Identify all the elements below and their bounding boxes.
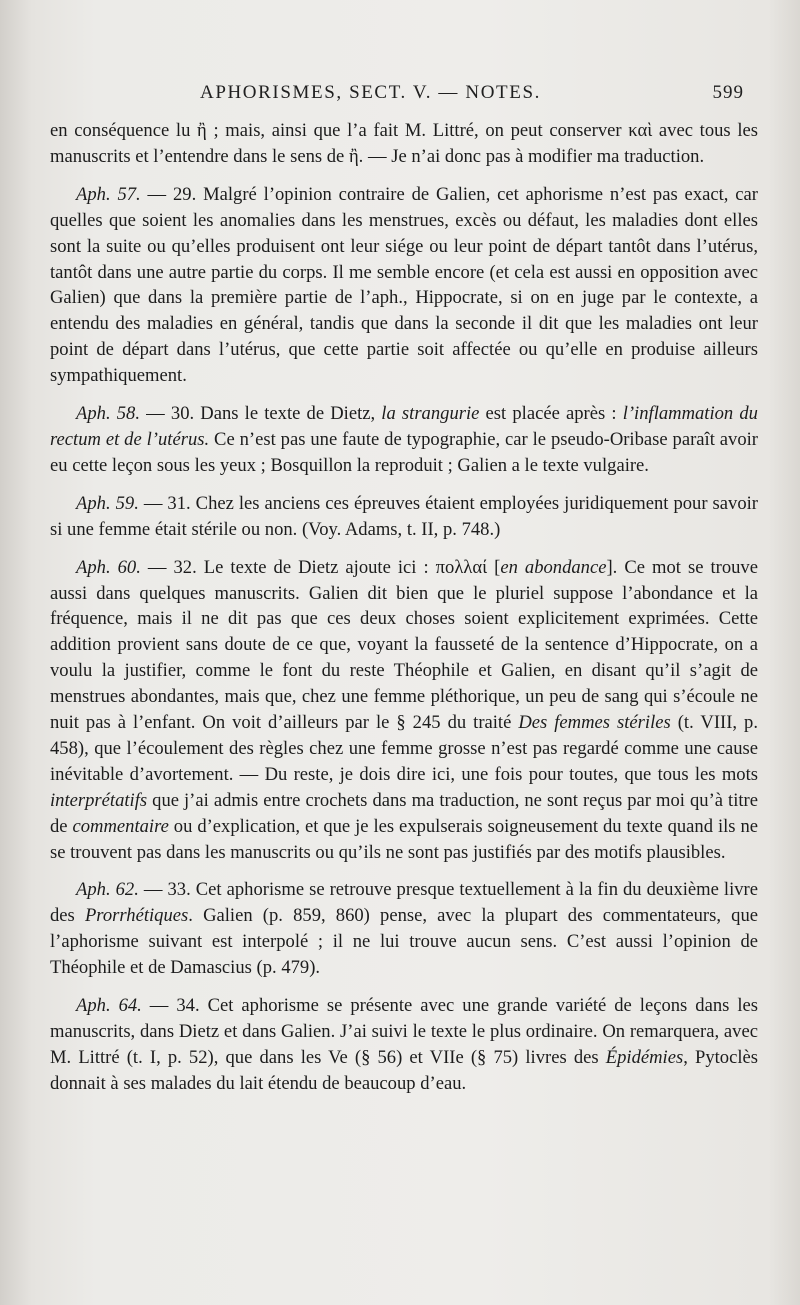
note-text: ]. Ce mot se trouve aussi dans quelques manuscrits. Galien dit bien que le pluriel suppose l’abondance et la fréquence, mais il ne dit pas que ces deux choses soient explicitement exprimées. Cette addition provient sans doute de ce que, voyant la fausseté de la sentence d’Hippocrate, on a voulu la justifier, comme le font du reste Théophile et Galien, en disant qu’il s’agit de menstrues abondantes, mais que, chez une femme pléthorique, un peu de sang qui s’écoule ne nuit pas à l’enfant. On voit d’ailleurs par le § 245 du traité — [50, 556, 758, 734]
note-paragraph — [50, 491, 758, 543]
aphorism-reference: Aph. 59. — [76, 492, 139, 514]
aphorism-reference: Aph. 60. — [76, 556, 141, 578]
note-text: est placée après : — [479, 403, 623, 425]
note-text: — 29. Malgré l’opinion contraire de Galien, cet aphorisme n’est pas exact, car quelles que soient les anomalies dans les menstrues, excès ou défaut, les maladies dont elles sont la suite ou qu’elles produisent ont leur siége ou leur point de départ tantôt dans l’utérus, tantôt dans une autre partie du corps. Il me semble encore (et cela est aussi en opposition avec Galien) que dans la première partie de l’aph., Hippocrate, si on en juge par le contexte, a entendu des maladies en général, tandis que dans la seconde il dit que les maladies ont leur point de départ dans l’utérus, que cette partie soit affectée ou qu’elle en produise ailleurs sympathiquement. — [50, 183, 758, 387]
continued-note-paragraph — [50, 118, 758, 170]
note-text: Ce n’est pas une faute de typographie, car le pseudo-Oribase paraît avoir eu cette leçon sous les yeux ; Bosquillon la reproduit ; Galien a le texte vulgaire. — [50, 428, 758, 476]
italic-text: commentaire — [72, 815, 169, 837]
running-title: APHORISMES, SECT. V. — NOTES. — [200, 82, 541, 103]
italic-text: la strangurie — [381, 403, 480, 425]
italic-text: Des femmes stériles — [518, 712, 671, 734]
note-text: . Galien (p. 859, 860) pense, avec la plupart des commentateurs, que l’aphorisme suivant est interpolé ; il ne lui trouve aucun sens. C’est aussi l’opinion de Théophile et de Damascius (p. 479). — [50, 905, 758, 979]
italic-text: Épidémies — [605, 1046, 684, 1068]
note-paragraph — [50, 877, 758, 981]
aphorism-reference: Aph. 62. — [76, 879, 139, 901]
running-head — [50, 82, 744, 110]
aphorism-reference: Aph. 57. — [76, 183, 141, 205]
italic-text: Prorrhétiques — [84, 905, 189, 927]
aphorism-reference: Aph. 58. — [76, 403, 140, 425]
note-text: en conséquence lu ἢ ; mais, ainsi que l’a fait M. Littré, on peut conserver καὶ avec tous les manuscrits et l’entendre dans le sens de ἢ. — Je n’ai donc pas à modifier ma traduction. — [50, 120, 758, 167]
note-paragraph — [50, 401, 758, 479]
note-text: — 33. Cet aphorisme se retrouve presque textuellement à la fin du deuxième livre des — [50, 879, 758, 927]
note-text: — 32. Le texte de Dietz ajoute ici : πολλαί [ — [140, 556, 501, 578]
note-text: — 31. Chez les anciens ces épreuves étaient employées juridiquement pour savoir si une femme était stérile ou non. (Voy. Adams, t. II, p. 748.) — [50, 492, 758, 540]
italic-text: en abondance — [500, 556, 607, 578]
note-text: ou d’explication, et que je les expulserais soigneusement du texte quand ils ne se trouvent pas dans les manuscrits ou qu’ils ne sont pas justifiés par des motifs plausibles. — [50, 815, 758, 863]
note-text: que j’ai admis entre crochets dans ma traduction, ne sont reçus par moi qu’à titre de — [50, 789, 758, 837]
note-text: , Pytoclès donnait à ses malades du lait étendu de beaucoup d’eau. — [50, 1046, 758, 1094]
note-paragraph — [50, 555, 758, 866]
note-paragraph — [50, 993, 758, 1097]
note-text: (t. VIII, p. 458), que l’écoulement des règles chez une femme grosse n’est pas regardé comme une cause inévitable d’avortement. — Du reste, je dois dire ici, une fois pour toutes, que tous les mots — [50, 712, 758, 785]
aphorism-reference: Aph. 64. — [76, 995, 142, 1017]
italic-text: l’inflammation du rectum et de l’utérus. — [50, 403, 758, 450]
note-text: — 34. Cet aphorisme se présente avec une grande variété de leçons dans les manuscrits, dans Dietz et dans Galien. J’ai suivi le texte le plus ordinaire. On remarquera, avec M. Littré (t. I, p. 52), que dans les Ve (§ 56) et VIIe (§ 75) livres des — [50, 995, 758, 1068]
note-paragraph — [50, 182, 758, 389]
page-number: 599 — [712, 82, 744, 103]
notes-body — [50, 118, 758, 1109]
italic-text: interprétatifs — [50, 789, 148, 811]
note-text: — 30. Dans le texte de Dietz, — [140, 403, 382, 425]
